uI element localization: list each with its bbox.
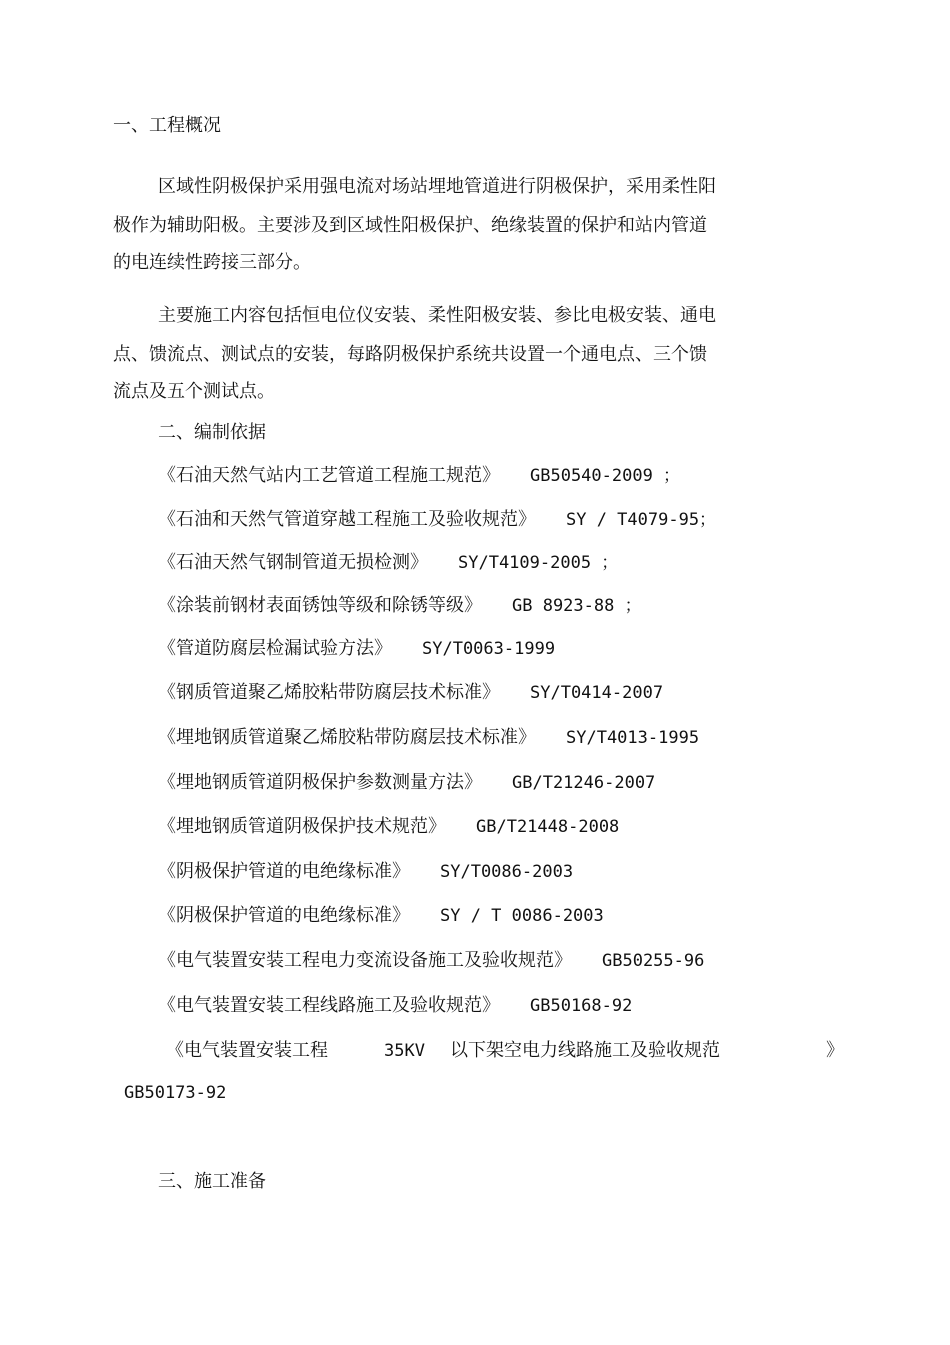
reference-title: 《管道防腐层检漏试验方法》 xyxy=(158,638,392,659)
section-2-heading: 二、编制依据 xyxy=(158,422,266,443)
paragraph-line: 极作为辅助阳极。主要涉及到区域性阳极保护、绝缘装置的保护和站内管道 xyxy=(113,215,707,236)
reference-item xyxy=(158,949,704,973)
reference-code: GB50168-92 xyxy=(530,996,633,1016)
reference-item xyxy=(158,637,555,661)
reference-code: GB 8923-88 ； xyxy=(512,596,642,616)
reference-item xyxy=(158,681,663,705)
reference-title: 《钢质管道聚乙烯胶粘带防腐层技术标准》 xyxy=(158,682,500,703)
reference-item xyxy=(158,771,655,795)
reference-item xyxy=(158,594,642,618)
paragraph-line: 主要施工内容包括恒电位仪安装、柔性阳极安装、参比电极安装、通电 xyxy=(158,305,716,326)
reference-title: 《电气装置安装工程线路施工及验收规范》 xyxy=(158,995,500,1016)
reference-title: 《电气装置安装工程电力变流设备施工及验收规范》 xyxy=(158,950,572,971)
paragraph-line: 的电连续性跨接三部分。 xyxy=(113,252,311,273)
reference-item xyxy=(158,815,619,839)
reference-title: 《埋地钢质管道阴极保护技术规范》 xyxy=(158,816,446,837)
reference-item xyxy=(158,464,680,488)
paragraph-line: 流点及五个测试点。 xyxy=(113,381,275,402)
reference-code: SY/T4109-2005 ； xyxy=(458,553,619,573)
reference-code: GB/T21448-2008 xyxy=(476,817,620,837)
reference-title: 《涂装前钢材表面锈蚀等级和除锈等级》 xyxy=(158,595,482,616)
reference-title: 《石油和天然气管道穿越工程施工及验收规范》 xyxy=(158,509,536,530)
reference-code: SY/T0063-1999 xyxy=(422,639,556,659)
paragraph-line: 区域性阴极保护采用强电流对场站埋地管道进行阴极保护，采用柔性阳 xyxy=(158,176,716,197)
reference-code: GB50173-92 xyxy=(124,1083,227,1103)
reference-code: SY/T4013-1995 xyxy=(566,728,700,748)
reference-title: 《埋地钢质管道聚乙烯胶粘带防腐层技术标准》 xyxy=(158,727,536,748)
reference-code: GB/T21246-2007 xyxy=(512,773,656,793)
reference-title-part: 以下架空电力线路施工及验收规范 xyxy=(450,1040,720,1061)
paragraph-line: 点、馈流点、测试点的安装，每路阴极保护系统共设置一个通电点、三个馈 xyxy=(113,344,707,365)
reference-code: SY / T4079-95； xyxy=(566,510,717,530)
reference-code: GB50255-96 xyxy=(602,951,705,971)
reference-code: GB50540-2009 ； xyxy=(530,466,681,486)
reference-code: SY/T0414-2007 xyxy=(530,683,664,703)
reference-title-part: 《电气装置安装工程 xyxy=(166,1040,328,1061)
section-3-heading: 三、施工准备 xyxy=(158,1171,266,1192)
reference-item xyxy=(158,508,716,532)
reference-title-part: 》 xyxy=(826,1040,844,1061)
reference-title: 《埋地钢质管道阴极保护参数测量方法》 xyxy=(158,772,482,793)
reference-title: 《石油天然气钢制管道无损检测》 xyxy=(158,552,428,573)
reference-code: SY / T 0086-2003 xyxy=(440,906,604,926)
reference-item xyxy=(158,726,699,750)
reference-title: 《阴极保护管道的电绝缘标准》 xyxy=(158,861,410,882)
reference-item xyxy=(158,551,618,575)
reference-item xyxy=(158,904,604,928)
reference-title-part: 35KV xyxy=(384,1041,425,1061)
reference-code: SY/T0086-2003 xyxy=(440,862,574,882)
reference-title: 《阴极保护管道的电绝缘标准》 xyxy=(158,905,410,926)
section-1-heading: 一、工程概况 xyxy=(113,115,221,136)
reference-item xyxy=(158,860,573,884)
reference-item xyxy=(158,994,632,1018)
reference-title: 《石油天然气站内工艺管道工程施工规范》 xyxy=(158,465,500,486)
